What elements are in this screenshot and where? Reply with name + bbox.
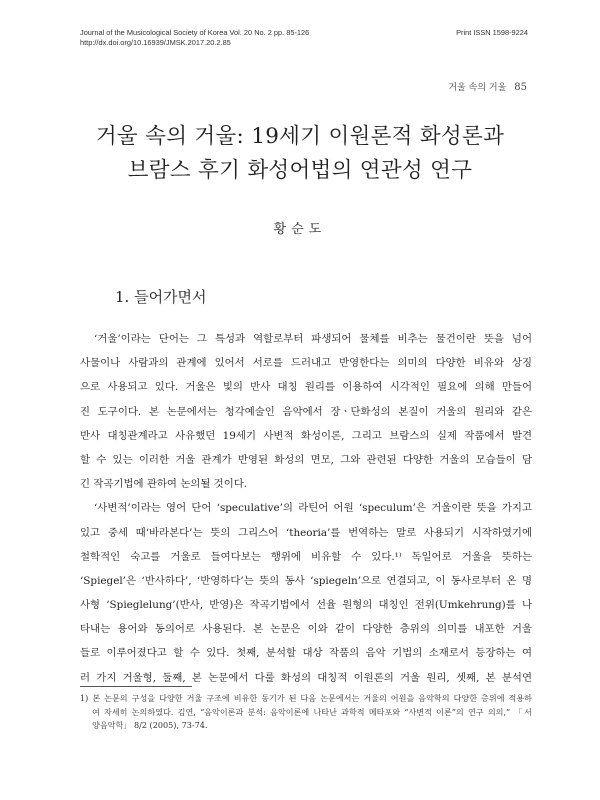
journal-citation-block <box>80 28 309 48</box>
journal-doi: http://dx.doi.org/10.16939/JMSK.2017.20.2.85 <box>80 38 231 47</box>
footnote-divider <box>80 686 192 687</box>
text-line: 러 가지 거울형, 둘째, 본 논문에서 다룰 화성의 대칭적 이원론의 거울 원리, 셋째, 본 분석연 <box>80 671 532 684</box>
footnote-line: 양음악학」 8/2 (2005), 73-74. <box>92 720 208 730</box>
author-name: 황순도 <box>273 222 327 237</box>
text-line: 있고 중세 때‘바라본다’는 뜻의 그리스어 ‘theoria’를 번역하는 말로 사용되기 시작하였기에 <box>80 526 532 539</box>
text-line: 반사 대칭관계라고 사유했던 19세기 사변적 화성이론, 그리고 브람스의 실제 작품에서 발견 <box>80 429 532 442</box>
text-line: 긴 작곡기법에 관하여 논의될 것이다. <box>80 478 248 491</box>
text-line: 사형 ‘Spieglelung’(반사, 반영)은 작곡기법에서 선율 원형의 대칭인 전위(Umkehrung)를 나 <box>80 599 532 612</box>
text-line: 철학적인 숙고를 거울로 들여다보는 행위에 비유할 수 있다.¹⁾ 독일어로 거울을 뜻하는 <box>80 550 532 563</box>
text-line: 으로 사용되고 있다. 거울은 빛의 반사 대칭 원리를 이용하여 시각적인 필요에 의해 만들어 <box>80 381 532 394</box>
paper-title <box>60 120 540 188</box>
journal-citation: Journal of the Musicological Society of Korea Vol. 20 No. 2 pp. 85-126 <box>80 28 310 37</box>
title-line-2: 브람스 후기 화성어법의 연관성 연구 <box>127 158 473 183</box>
title-line-1: 거울 속의 거울: 19세기 이원론적 화성론과 <box>95 124 505 149</box>
journal-issn: Print ISSN 1598-9224 <box>456 28 528 37</box>
footnote <box>80 692 532 733</box>
body-text <box>80 327 532 690</box>
running-head-title: 거울 속의 거울 <box>448 83 507 93</box>
text-line: ‘Spiegel’은 ‘반사하다’, ‘반영하다’는 뜻의 동사 ‘spiegeln’으로 연결되고, 이 동사로부터 온 명 <box>80 574 532 587</box>
text-line: ‘사변적’이라는 영어 단어 ‘speculative’의 라틴어 어원 ‘speculum’은 거울이란 뜻을 가지고 <box>94 502 532 515</box>
footnote-line: 1) 본 논문의 구성을 다양한 거울 구조에 비유한 동기가 된 다음 논문에서는 거울의 어원을 음악학의 다양한 층위에 적용하 <box>80 693 532 703</box>
running-head <box>448 80 527 93</box>
text-line: 들로 이루어졌다고 할 수 있다. 첫째, 분석할 대상 작품의 음악 기법의 소재로서 등장하는 여 <box>80 647 532 660</box>
text-line: 사물이나 사람과의 관계에 있어서 서로를 드러내고 반영한다는 의미의 다양한 비유와 상징 <box>80 357 532 370</box>
section-heading: 1. 들어가면서 <box>115 288 207 306</box>
footnote-line: 여 자세히 논의하였다. 김연, “음악이론과 분석: 음악이론에 나타난 과학적 메타포와 “사변적 이론”의 연구 의의,” 「서 <box>92 706 532 717</box>
page-number: 85 <box>514 82 527 93</box>
text-line: ‘거울’이라는 단어는 그 특성과 역할로부터 파생되어 물체를 비추는 물건이란 뜻을 넘어 <box>94 333 532 345</box>
text-line: 진 도구이다. 본 논문에서는 청각예술인 음악에서 장ㆍ단화성의 본질이 거울의 원리와 같은 <box>80 405 532 418</box>
text-line: 할 수 있는 이러한 거울 관계가 반영된 화성의 면모, 그와 관련된 다양한 거울의 모습들이 담 <box>80 453 532 466</box>
text-line: 타내는 용어와 동의어로 사용된다. 본 논문은 이와 같이 다양한 층위의 의미를 내포한 거울 <box>80 623 532 636</box>
